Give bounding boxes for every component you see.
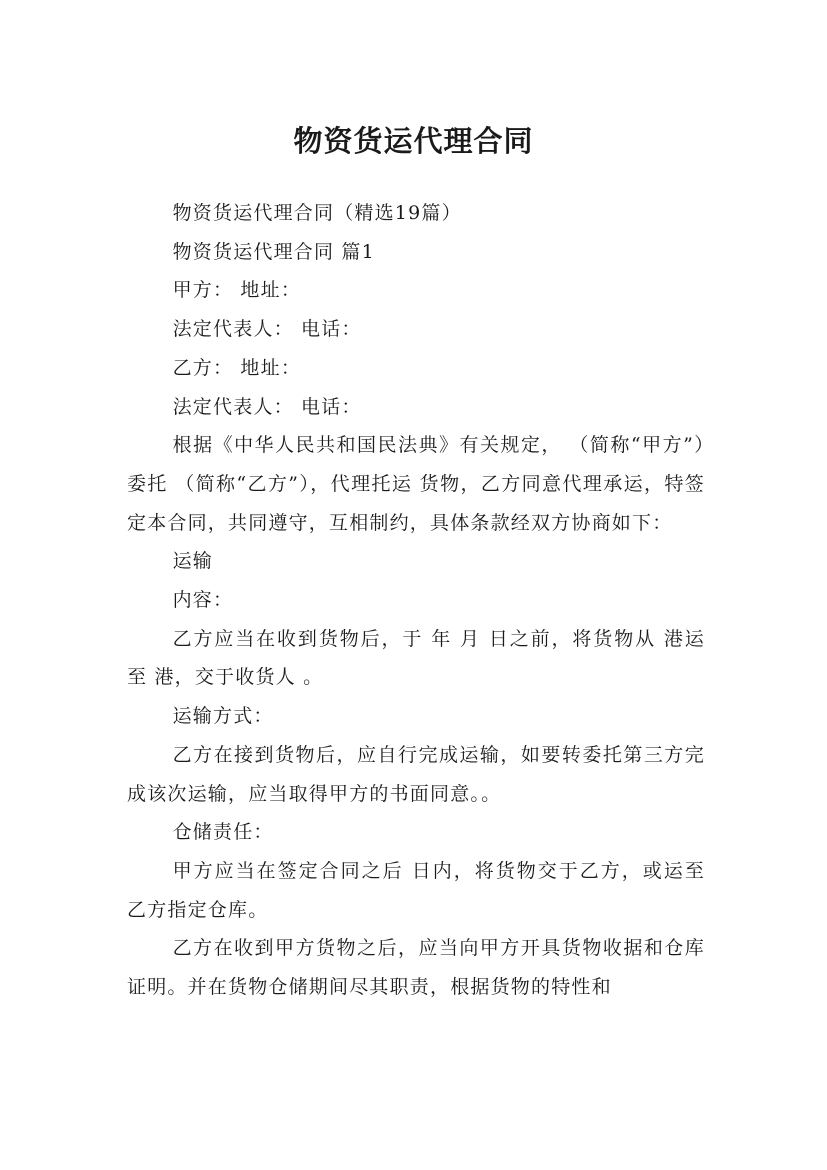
paragraph-storage-body-2: 乙方在收到甲方货物之后，应当向甲方开具货物收据和仓库证明。并在货物仓储期间尽其职责，根据货物的特性和	[127, 937, 705, 999]
document-title: 物资货运代理合同	[293, 124, 534, 159]
paragraph-preamble: 根据《中华人民共和国民法典》有关规定， （简称“甲方”）委托 （简称“乙方”），代理托运 货物，乙方同意代理承运，特签定本合同，共同遵守，互相制约，具体条款经双方协商如下：	[127, 434, 705, 534]
paragraph-content-body: 乙方应当在收到货物后，于 年 月 日之前，将货物从 港运至 港，交于收货人 。	[127, 627, 705, 689]
paragraph-subtitle: 物资货运代理合同（精选19篇）	[172, 202, 462, 224]
document-body	[127, 194, 705, 1007]
paragraph-section-heading: 物资货运代理合同 篇1	[172, 240, 375, 263]
paragraph-storage-body-1: 甲方应当在签定合同之后 日内，将货物交于乙方，或运至乙方指定仓库。	[127, 859, 705, 921]
paragraph-party-a-representative: 法定代表人： 电话：	[172, 318, 362, 341]
paragraph-transport-method-body: 乙方在接到货物后，应自行完成运输，如要转委托第三方完成该次运输，应当取得甲方的书面同意。。	[127, 743, 705, 805]
paragraph-party-a: 甲方： 地址：	[172, 279, 302, 302]
paragraph-transport-heading: 运输	[172, 550, 213, 573]
paragraph-content-heading: 内容：	[172, 589, 234, 612]
paragraph-storage-heading: 仓储责任：	[172, 821, 274, 844]
paragraph-party-b: 乙方： 地址：	[172, 356, 302, 379]
paragraph-party-b-representative: 法定代表人： 电话：	[172, 395, 362, 418]
paragraph-transport-method-heading: 运输方式：	[172, 705, 274, 728]
